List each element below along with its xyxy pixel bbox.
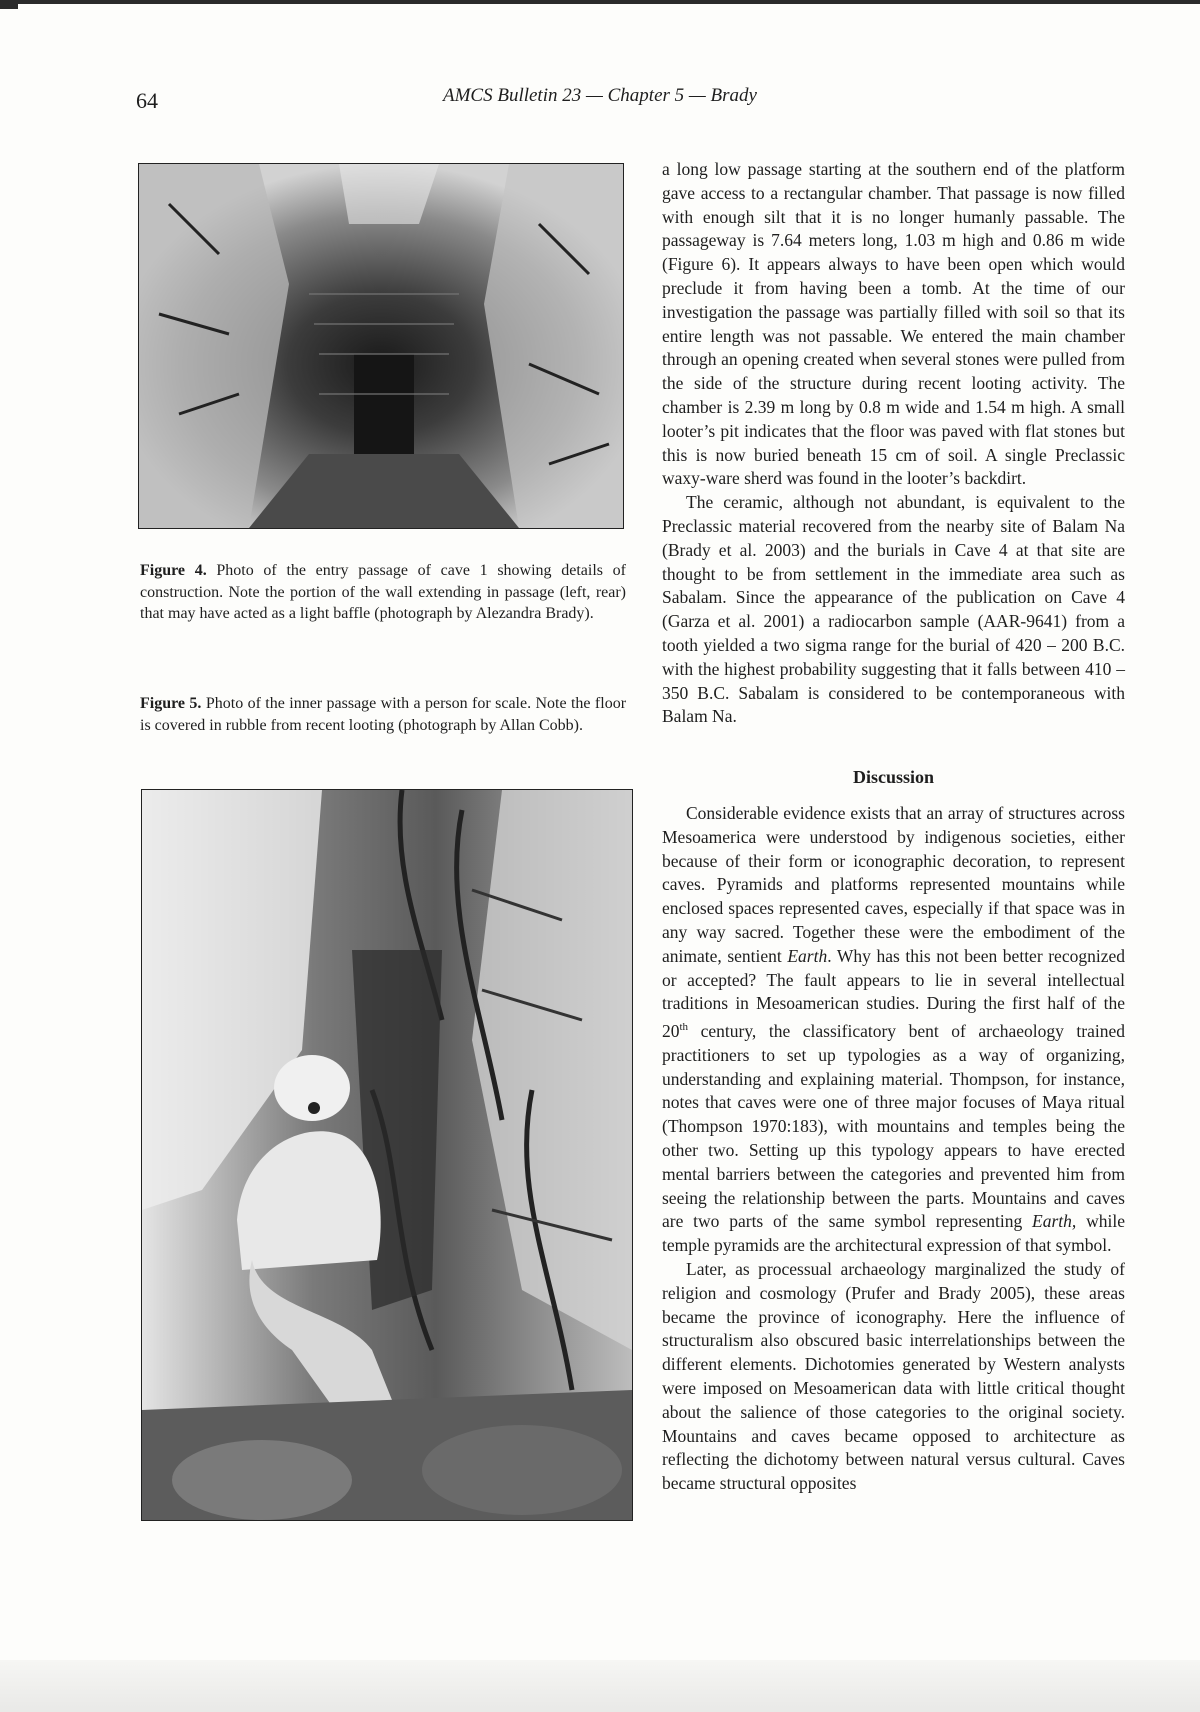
figure-5-caption [140,693,626,736]
paragraph-discussion-1 [662,802,1125,1258]
scan-top-edge [0,0,1200,4]
paragraph-chamber: a long low passage starting at the southern end of the platform gave access to a rectangular chamber. That passage is now filled with enough silt that it is no longer humanly passable. The passageway is 7.64 meters long, 1.03 m high and 0.86 m wide (Figure 6). It appears always to have been open which would preclude it from having been a tomb. At the time of our investigation the passage was partially filled with soil so that its entire length was not passable. We entered the main chamber through an opening created when several stones were pulled from the side of the structure during recent looting activity. The chamber is 2.39 m long by 0.8 m wide and 1.54 m high. A small looter’s pit indicates that the floor was paved with flat stones but this is now buried beneath 15 cm of soil. A single Preclassic waxy-ware sherd was found in the looter’s backdirt. [662,159,1125,489]
text-run: while temple pyramids are the architectural expression of that symbol. [662,1211,1125,1256]
emphasis-earth: Earth [787,945,828,966]
scan-corner-mark [0,4,18,9]
page-number: 64 [136,88,158,113]
text-run: century, the classificatory bent of archaeology trained practitioners to set up typologies as a way of organizing, understanding and explaining material. Thompson, for instance, notes that caves were one of three major focuses of Maya ritual (Thompson 1970:183), with mountains and temples being the other two. Setting up this typology appears to have erected mental barriers between the categories and prevented him from seeing the relationship between the parts. Mountains and caves are two parts of the same symbol representing [662,1021,1125,1232]
paragraph-ceramic: The ceramic, although not abundant, is equivalent to the Preclassic material recovered from the nearby site of Balam Na (Brady et al. 2003) and the burials in Cave 4 at that site are thought to be from settlement in the immediate area such as Sabalam. Since the appearance of the publication on Cave 4 (Garza et al. 2001) a radiocarbon sample (AAR-9641) from a tooth yielded a two sigma range for the burial of 420 – 200 B.C. with the highest probability suggesting that it falls between 410 – 350 B.C. Sabalam is considered to be contemporaneous with Balam Na. [662,492,1125,727]
figure-4-caption [140,560,626,625]
body-column-bottom [662,802,1125,1496]
section-heading-discussion: Discussion [852,767,935,787]
superscript-th: th [679,1021,689,1034]
text-run: Considerable evidence exists that an array of structures across Mesoamerica were understood by indigenous societies, either because of their form or iconographic decoration, to represent caves. Pyramids and platforms represented mountains while enclosed spaces represented caves, especially if that space was in any way sacred. Together these were the embodiment of the animate, sentient [662,803,1125,966]
figure-5-photo [141,789,633,1521]
scan-bottom-edge [0,1660,1200,1712]
figure-5-caption-text: Photo of the inner passage with a person for scale. Note the floor is covered in rubble from recent looting (photograph by Allan Cobb). [140,695,627,734]
figure-4-label: Figure 4. [140,562,207,579]
body-column-top [662,158,1125,729]
running-head: AMCS Bulletin 23 — Chapter 5 — Brady [442,85,757,106]
figure-4-caption-text: Photo of the entry passage of cave 1 showing details of construction. Note the portion of the wall extending in passage (left, rear) that may have acted as a light baffle (photograph by Alezandra Brady). [140,562,627,622]
figure-5-label: Figure 5. [140,695,202,712]
emphasis-earth: Earth, [1032,1211,1077,1232]
paragraph-discussion-2: Later, as processual archaeology marginalized the study of religion and cosmology (Prufer and Brady 2005), these areas became the province of iconography. Here the influence of structuralism also obscured basic interrelationships between the different elements. Dichotomies generated by Western analysts were imposed on Mesoamerican data with little critical thought about the salience of those categories to the original society. Mountains and caves became opposed to architecture as reflecting the dichotomy between natural versus cultural. Caves became structural opposites [662,1258,1125,1494]
text-run: . Why has this not been better recognized or accepted? The fault appears to lie in several intellectual traditions in Mesoamerican studies. During the first half of the 20 [662,945,1125,1041]
figure-4-photo [138,163,624,529]
